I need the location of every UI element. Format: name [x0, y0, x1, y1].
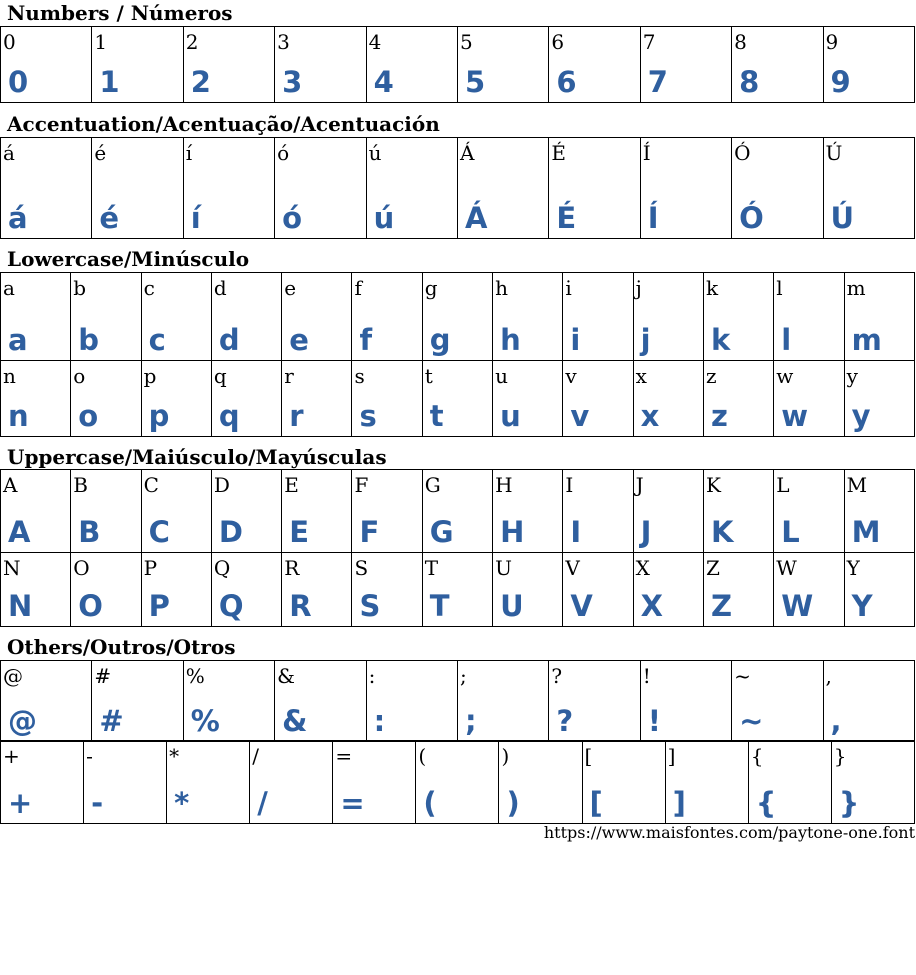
font-sample-glyph: G — [429, 515, 454, 549]
font-sample-glyph: u — [500, 399, 521, 433]
font-sample-glyph: , — [830, 704, 842, 738]
reference-character: Ú — [825, 141, 843, 165]
reference-character: 0 — [3, 30, 16, 54]
glyph-cell — [1, 553, 71, 627]
accents-heading: Accentuation/Acentuação/Acentuación — [7, 112, 440, 136]
glyph-cell — [422, 470, 492, 553]
glyph-cell — [183, 138, 274, 239]
font-sample-glyph: + — [8, 786, 33, 820]
glyph-cell — [422, 361, 492, 437]
reference-character: * — [169, 744, 180, 768]
reference-character: j — [635, 276, 642, 300]
glyph-cell — [422, 273, 492, 361]
font-sample-glyph: ó — [282, 201, 303, 235]
reference-character: l — [776, 276, 783, 300]
reference-character: D — [213, 473, 230, 497]
font-sample-glyph: 0 — [8, 65, 29, 99]
reference-character: - — [86, 744, 93, 768]
glyph-cell — [844, 361, 914, 437]
glyph-cell — [732, 27, 823, 103]
glyph-cell — [92, 27, 183, 103]
font-sample-glyph: Ó — [739, 201, 764, 235]
reference-character: 8 — [734, 30, 747, 54]
reference-character: w — [776, 364, 794, 388]
glyph-cell — [141, 553, 211, 627]
font-sample-glyph: Í — [647, 201, 659, 235]
reference-character: 3 — [277, 30, 290, 54]
reference-character: i — [565, 276, 572, 300]
font-sample-glyph: { — [755, 786, 777, 820]
glyph-cell — [211, 470, 281, 553]
reference-character: y — [846, 364, 858, 388]
font-sample-glyph: P — [148, 589, 170, 623]
font-sample-glyph: z — [710, 399, 728, 433]
others-heading: Others/Outros/Otros — [7, 635, 236, 659]
reference-character: F — [354, 473, 369, 497]
reference-character: h — [495, 276, 508, 300]
glyph-cell — [640, 661, 731, 742]
glyph-cell — [665, 741, 748, 824]
reference-character: + — [3, 744, 20, 768]
reference-character: c — [143, 276, 155, 300]
reference-character: 6 — [551, 30, 565, 54]
reference-character: z — [705, 364, 717, 388]
glyph-cell — [1, 470, 71, 553]
uppercase-row — [1, 470, 915, 553]
reference-character: T — [424, 556, 439, 580]
glyph-cell — [703, 553, 773, 627]
font-sample-glyph: : — [373, 704, 386, 738]
font-sample-glyph: 8 — [739, 65, 760, 99]
glyph-cell — [823, 661, 914, 742]
glyph-cell — [71, 470, 141, 553]
glyph-cell — [167, 741, 250, 824]
reference-character: K — [705, 473, 721, 497]
glyph-cell — [366, 661, 457, 742]
glyph-cell — [352, 470, 422, 553]
reference-character: , — [825, 664, 832, 688]
font-sample-glyph: # — [99, 704, 124, 738]
font-sample-glyph: L — [781, 515, 800, 549]
font-sample-glyph: 4 — [373, 65, 394, 99]
glyph-cell — [141, 273, 211, 361]
glyph-cell — [823, 27, 914, 103]
reference-character: Z — [705, 556, 720, 580]
font-sample-glyph: h — [500, 323, 521, 357]
font-sample-glyph: I — [570, 515, 582, 549]
reference-character: p — [143, 364, 157, 388]
font-sample-glyph: O — [78, 589, 103, 623]
uppercase-row — [1, 553, 915, 627]
font-sample-glyph: g — [429, 323, 451, 357]
reference-character: ? — [551, 664, 563, 688]
reference-character: q — [213, 364, 227, 388]
font-sample-glyph: } — [838, 786, 860, 820]
reference-character: s — [354, 364, 365, 388]
glyph-cell — [250, 741, 333, 824]
reference-character: @ — [3, 664, 23, 688]
reference-character: W — [776, 556, 797, 580]
glyph-cell — [732, 661, 823, 742]
reference-character: X — [635, 556, 650, 580]
glyph-cell — [71, 361, 141, 437]
glyph-cell — [563, 273, 633, 361]
font-sample-glyph: á — [8, 201, 28, 235]
glyph-cell — [422, 553, 492, 627]
glyph-cell — [831, 741, 914, 824]
font-sample-glyph: l — [781, 323, 792, 357]
glyph-cell — [1, 741, 84, 824]
font-sample-glyph: T — [429, 589, 450, 623]
reference-character: á — [3, 141, 15, 165]
reference-character: J — [635, 473, 644, 497]
reference-character: m — [846, 276, 866, 300]
reference-character: P — [143, 556, 158, 580]
glyph-cell — [563, 470, 633, 553]
font-sample-glyph: D — [218, 515, 243, 549]
font-sample-glyph: r — [289, 399, 304, 433]
glyph-cell — [183, 661, 274, 742]
reference-character: Á — [459, 141, 475, 165]
glyph-cell — [844, 553, 914, 627]
font-sample-glyph: c — [148, 323, 166, 357]
uppercase-heading: Uppercase/Maiúsculo/Mayúsculas — [7, 445, 387, 469]
numbers-table — [0, 26, 915, 103]
glyph-cell — [563, 361, 633, 437]
glyph-cell — [493, 470, 563, 553]
reference-character: Q — [213, 556, 231, 580]
reference-character: Y — [846, 556, 860, 580]
font-sample-glyph: d — [218, 323, 240, 357]
glyph-cell — [823, 138, 914, 239]
glyph-cell — [633, 470, 703, 553]
glyph-cell — [703, 273, 773, 361]
reference-character: 7 — [642, 30, 656, 54]
font-sample-glyph: t — [429, 399, 444, 433]
reference-character: ; — [459, 664, 467, 688]
font-sample-glyph: w — [781, 399, 809, 433]
font-sample-glyph: ) — [506, 786, 520, 820]
accents-row — [1, 138, 915, 239]
glyph-cell — [275, 661, 366, 742]
font-sample-glyph: S — [359, 589, 381, 623]
glyph-cell — [1, 661, 92, 742]
reference-character: % — [185, 664, 205, 688]
reference-character: } — [833, 744, 847, 768]
reference-character: G — [424, 473, 441, 497]
font-sample-glyph: E — [289, 515, 309, 549]
glyph-cell — [493, 553, 563, 627]
glyph-cell — [457, 138, 548, 239]
font-sample-glyph: A — [8, 515, 31, 549]
glyph-cell — [703, 470, 773, 553]
glyph-cell — [640, 138, 731, 239]
glyph-cell — [1, 138, 92, 239]
reference-character: & — [277, 664, 295, 688]
glyph-cell — [282, 553, 352, 627]
glyph-cell — [366, 138, 457, 239]
reference-character: ó — [277, 141, 290, 165]
glyph-cell — [774, 273, 844, 361]
reference-character: r — [284, 364, 294, 388]
reference-character: Ó — [734, 141, 751, 165]
font-sample-glyph: i — [570, 323, 581, 357]
font-sample-glyph: í — [190, 201, 201, 235]
glyph-cell — [703, 361, 773, 437]
reference-character: t — [424, 364, 433, 388]
glyph-cell — [457, 27, 548, 103]
glyph-cell — [457, 661, 548, 742]
font-sample-glyph: 5 — [464, 65, 486, 99]
reference-character: { — [750, 744, 764, 768]
reference-character: a — [3, 276, 15, 300]
font-sample-glyph: f — [359, 323, 373, 357]
reference-character: 2 — [185, 30, 199, 54]
font-sample-glyph: Á — [464, 201, 488, 235]
reference-character: k — [705, 276, 719, 300]
reference-character: ~ — [734, 664, 751, 688]
font-sample-glyph: @ — [8, 704, 37, 738]
glyph-cell — [282, 361, 352, 437]
glyph-cell — [1, 273, 71, 361]
reference-character: H — [495, 473, 513, 497]
reference-character: S — [354, 556, 369, 580]
glyph-cell — [499, 741, 582, 824]
others-table-row-1 — [0, 660, 915, 742]
font-sample-glyph: e — [289, 323, 309, 357]
font-sample-glyph: 2 — [190, 65, 211, 99]
font-sample-glyph: ú — [373, 201, 395, 235]
glyph-cell — [352, 553, 422, 627]
glyph-cell — [549, 661, 640, 742]
reference-character: o — [73, 364, 86, 388]
reference-character: E — [284, 473, 299, 497]
glyph-cell — [211, 553, 281, 627]
font-sample-glyph: ( — [423, 786, 437, 820]
glyph-cell — [732, 138, 823, 239]
font-sample-glyph: & — [282, 704, 308, 738]
reference-character: í — [185, 141, 193, 165]
font-sample-glyph: 9 — [830, 65, 851, 99]
font-sample-glyph: 1 — [99, 65, 120, 99]
glyph-cell — [633, 273, 703, 361]
glyph-cell — [563, 553, 633, 627]
reference-character: d — [213, 276, 227, 300]
glyph-cell — [333, 741, 416, 824]
glyph-cell — [282, 273, 352, 361]
reference-character: L — [776, 473, 790, 497]
accents-table — [0, 137, 915, 239]
reference-character: R — [284, 556, 300, 580]
glyph-cell — [366, 27, 457, 103]
lowercase-row — [1, 361, 915, 437]
font-sample-glyph: m — [851, 323, 882, 357]
reference-character: 5 — [459, 30, 473, 54]
reference-character: ] — [667, 744, 676, 768]
reference-character: 1 — [94, 30, 108, 54]
reference-character: g — [424, 276, 438, 300]
reference-character: é — [94, 141, 107, 165]
reference-character: [ — [584, 744, 593, 768]
font-sample-glyph: / — [257, 786, 268, 820]
reference-character: O — [73, 556, 90, 580]
others-table-row-2 — [0, 740, 915, 824]
font-sample-glyph: o — [78, 399, 99, 433]
font-sample-glyph: ] — [672, 786, 686, 820]
reference-character: V — [565, 556, 580, 580]
font-sample-glyph: Ú — [830, 201, 855, 235]
reference-character: b — [73, 276, 87, 300]
glyph-cell — [582, 741, 665, 824]
font-sample-glyph: % — [190, 704, 220, 738]
font-sample-glyph: y — [851, 399, 871, 433]
glyph-cell — [633, 361, 703, 437]
glyph-cell — [844, 470, 914, 553]
font-sample-glyph: 7 — [647, 65, 668, 99]
glyph-cell — [633, 553, 703, 627]
font-sample-glyph: n — [8, 399, 29, 433]
glyph-cell — [275, 138, 366, 239]
font-sample-glyph: * — [174, 786, 190, 820]
font-sample-glyph: X — [640, 589, 664, 623]
uppercase-table — [0, 469, 915, 627]
font-sample-glyph: ! — [647, 704, 661, 738]
font-sample-glyph: É — [556, 201, 577, 235]
glyph-cell — [493, 273, 563, 361]
font-sample-glyph: Z — [710, 589, 732, 623]
glyph-cell — [549, 138, 640, 239]
others-row — [1, 741, 915, 824]
font-sample-glyph: ~ — [739, 704, 764, 738]
font-sample-glyph: V — [570, 589, 593, 623]
glyph-cell — [1, 27, 92, 103]
font-sample-glyph: q — [218, 399, 240, 433]
glyph-cell — [493, 361, 563, 437]
font-sample-glyph: 3 — [282, 65, 303, 99]
font-sample-glyph: Q — [218, 589, 244, 623]
font-sample-glyph: ? — [556, 704, 574, 738]
lowercase-table — [0, 272, 915, 437]
font-sample-glyph: H — [500, 515, 525, 549]
source-url: https://www.maisfontes.com/paytone-one.font — [543, 823, 915, 842]
font-sample-glyph: B — [78, 515, 101, 549]
reference-character: = — [335, 744, 353, 768]
glyph-cell — [1, 361, 71, 437]
font-sample-glyph: = — [340, 786, 365, 820]
lowercase-heading: Lowercase/Minúsculo — [7, 247, 250, 271]
glyph-cell — [71, 273, 141, 361]
glyph-cell — [211, 273, 281, 361]
glyph-cell — [211, 361, 281, 437]
font-sample-glyph: F — [359, 515, 380, 549]
glyph-cell — [844, 273, 914, 361]
glyph-cell — [352, 361, 422, 437]
reference-character: # — [94, 664, 112, 688]
reference-character: 9 — [825, 30, 839, 54]
glyph-cell — [92, 138, 183, 239]
font-sample-glyph: C — [148, 515, 170, 549]
reference-character: x — [635, 364, 647, 388]
reference-character: e — [284, 276, 297, 300]
glyph-cell — [71, 553, 141, 627]
glyph-cell — [275, 27, 366, 103]
font-sample-glyph: b — [78, 323, 100, 357]
reference-character: Í — [642, 141, 651, 165]
font-sample-glyph: [ — [589, 786, 603, 820]
numbers-heading: Numbers / Números — [7, 1, 233, 25]
font-sample-glyph: K — [710, 515, 734, 549]
glyph-cell — [352, 273, 422, 361]
font-sample-glyph: j — [640, 323, 651, 357]
font-sample-glyph: k — [710, 323, 731, 357]
glyph-cell — [183, 27, 274, 103]
reference-character: ú — [368, 141, 382, 165]
glyph-cell — [748, 741, 831, 824]
reference-character: N — [3, 556, 21, 580]
others-row — [1, 661, 915, 742]
font-sample-glyph: N — [8, 589, 33, 623]
font-sample-glyph: p — [148, 399, 170, 433]
font-sample-glyph: - — [91, 786, 104, 820]
glyph-cell — [640, 27, 731, 103]
glyph-cell — [774, 470, 844, 553]
reference-character: ! — [642, 664, 651, 688]
font-sample-glyph: M — [851, 515, 881, 549]
glyph-cell — [416, 741, 499, 824]
reference-character: C — [143, 473, 159, 497]
reference-character: n — [3, 364, 16, 388]
reference-character: B — [73, 473, 88, 497]
reference-character: 4 — [368, 30, 382, 54]
reference-character: ( — [418, 744, 427, 768]
lowercase-row — [1, 273, 915, 361]
font-sample-glyph: ; — [464, 704, 477, 738]
numbers-row — [1, 27, 915, 103]
font-sample-glyph: J — [640, 515, 652, 549]
font-sample-glyph: R — [289, 589, 312, 623]
reference-character: v — [565, 364, 577, 388]
glyph-cell — [774, 553, 844, 627]
glyph-cell — [549, 27, 640, 103]
glyph-cell — [141, 470, 211, 553]
glyph-cell — [84, 741, 167, 824]
glyph-cell — [141, 361, 211, 437]
font-sample-glyph: Y — [851, 589, 873, 623]
reference-character: / — [252, 744, 259, 768]
glyph-cell — [282, 470, 352, 553]
font-sample-glyph: W — [781, 589, 814, 623]
font-sample-glyph: a — [8, 323, 28, 357]
reference-character: M — [846, 473, 868, 497]
font-sample-glyph: U — [500, 589, 524, 623]
glyph-cell — [92, 661, 183, 742]
reference-character: A — [3, 473, 18, 497]
reference-character: u — [495, 364, 508, 388]
reference-character: I — [565, 473, 574, 497]
font-sample-glyph: é — [99, 201, 120, 235]
glyph-cell — [774, 361, 844, 437]
reference-character: É — [551, 141, 566, 165]
reference-character: : — [368, 664, 376, 688]
font-sample-glyph: v — [570, 399, 590, 433]
font-sample-glyph: s — [359, 399, 377, 433]
font-sample-glyph: 6 — [556, 65, 577, 99]
reference-character: f — [354, 276, 362, 300]
reference-character: ) — [501, 744, 510, 768]
font-sample-glyph: x — [640, 399, 660, 433]
reference-character: U — [495, 556, 512, 580]
